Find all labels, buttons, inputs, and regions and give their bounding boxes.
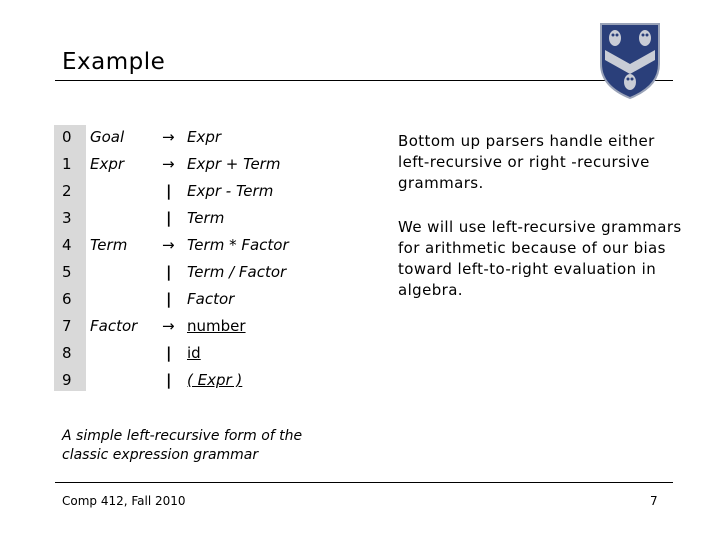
grammar-row bbox=[54, 290, 354, 316]
rule-number: 5 bbox=[62, 263, 72, 281]
rule-rhs: Expr bbox=[187, 128, 222, 146]
rule-number: 2 bbox=[62, 182, 72, 200]
alternative-bar: | bbox=[166, 344, 172, 362]
course-footer: Comp 412, Fall 2010 bbox=[62, 494, 186, 508]
rule-rhs: Factor bbox=[187, 290, 235, 308]
rule-rhs: Term / Factor bbox=[187, 263, 287, 281]
rule-number: 9 bbox=[62, 371, 72, 389]
rule-number: 6 bbox=[62, 290, 72, 308]
rule-rhs: Expr + Term bbox=[187, 155, 281, 173]
rule-lhs: Goal bbox=[90, 128, 125, 146]
page-number: 7 bbox=[650, 494, 658, 508]
rule-number: 3 bbox=[62, 209, 72, 227]
rule-rhs: Term * Factor bbox=[187, 236, 289, 254]
grammar-row bbox=[54, 209, 354, 235]
rule-lhs: Factor bbox=[90, 317, 138, 335]
paragraph-bottom-up-parsers: Bottom up parsers handle either left-recursive or right -recursive grammars. bbox=[398, 132, 655, 192]
grammar-caption: A simple left-recursive form of the classic expression grammar bbox=[62, 428, 303, 463]
grammar-row bbox=[54, 128, 354, 154]
derives-arrow: → bbox=[162, 128, 175, 146]
rule-number: 4 bbox=[62, 236, 72, 254]
grammar-row bbox=[54, 236, 354, 262]
rule-number: 7 bbox=[62, 317, 72, 335]
rule-rhs: Expr - Term bbox=[187, 182, 274, 200]
rule-number: 8 bbox=[62, 344, 72, 362]
alternative-bar: | bbox=[166, 371, 172, 389]
alternative-bar: | bbox=[166, 209, 172, 227]
grammar-row bbox=[54, 182, 354, 208]
rule-number: 0 bbox=[62, 128, 72, 146]
derives-arrow: → bbox=[162, 155, 175, 173]
grammar-row bbox=[54, 344, 354, 370]
rule-lhs: Expr bbox=[90, 155, 125, 173]
grammar-row bbox=[54, 317, 354, 343]
rule-rhs: id bbox=[187, 344, 201, 362]
alternative-bar: | bbox=[166, 182, 172, 200]
rule-rhs: ( Expr ) bbox=[187, 371, 243, 389]
slide-title: Example bbox=[62, 49, 166, 75]
rule-rhs: Term bbox=[187, 209, 225, 227]
derives-arrow: → bbox=[162, 317, 175, 335]
footer-divider bbox=[55, 482, 673, 483]
alternative-bar: | bbox=[166, 263, 172, 281]
rule-number: 1 bbox=[62, 155, 72, 173]
rice-university-shield-icon bbox=[597, 20, 663, 100]
title-divider bbox=[55, 80, 673, 81]
rule-rhs: number bbox=[187, 317, 246, 335]
paragraph-left-recursive: We will use left-recursive grammars for arithmetic because of our bias toward left-to-right evaluation in algebra. bbox=[398, 218, 682, 299]
grammar-row bbox=[54, 263, 354, 289]
grammar-row bbox=[54, 371, 354, 397]
derives-arrow: → bbox=[162, 236, 175, 254]
rule-lhs: Term bbox=[90, 236, 128, 254]
grammar-table bbox=[54, 125, 354, 395]
grammar-row bbox=[54, 155, 354, 181]
alternative-bar: | bbox=[166, 290, 172, 308]
